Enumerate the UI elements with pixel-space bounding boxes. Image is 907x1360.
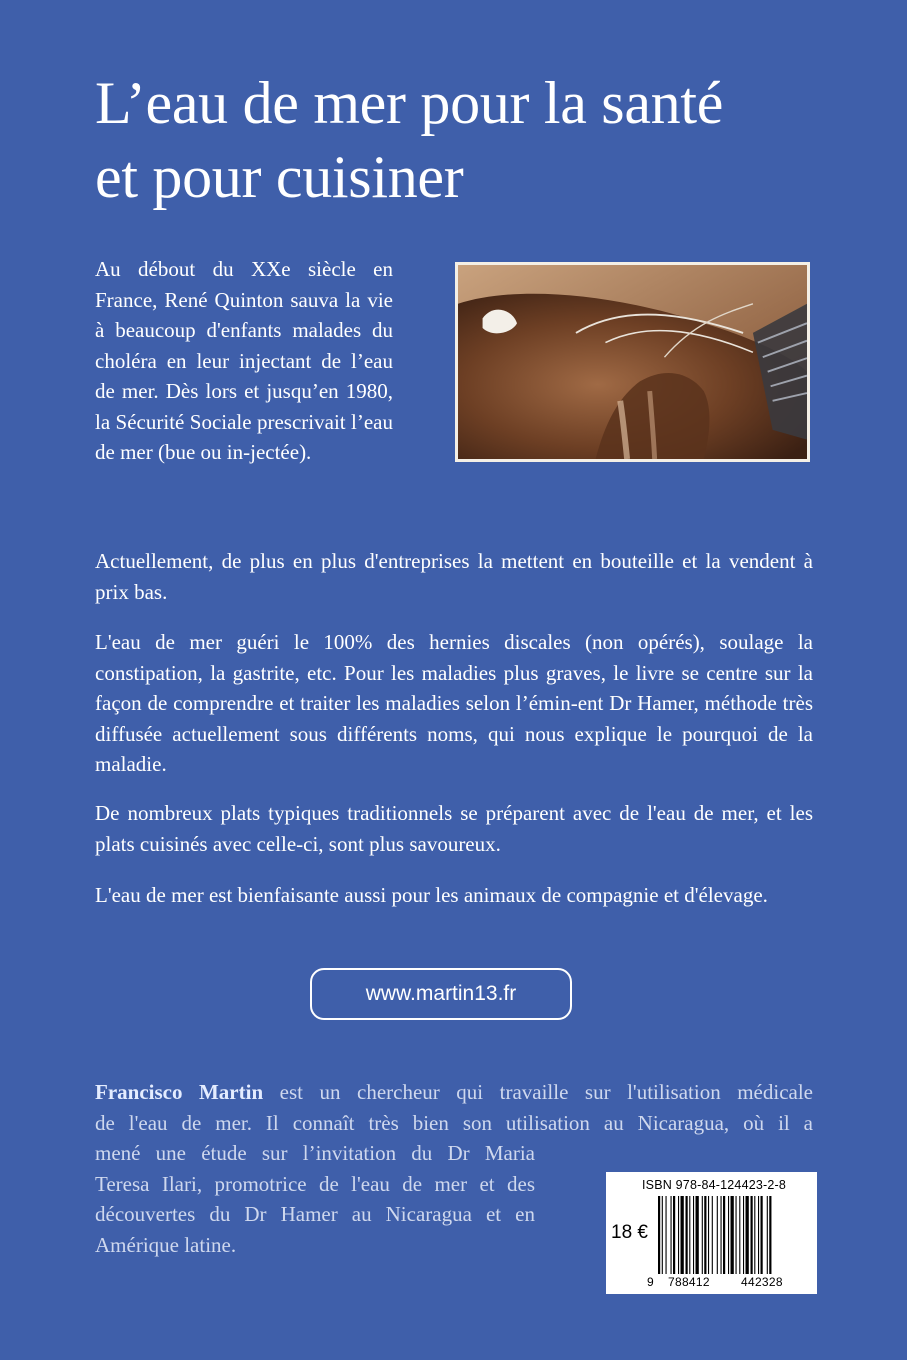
author-bio-line-4: Teresa Ilari, promotrice de l'eau de mer et des	[95, 1171, 535, 1196]
barcode-box	[606, 1172, 817, 1294]
author-bio-line-6: Amérique latine.	[95, 1232, 237, 1257]
barcode-digits-left: 788412	[668, 1275, 710, 1289]
barcode-digits-right: 442328	[741, 1275, 783, 1289]
photo-hand-with-tubes-icon	[458, 265, 807, 459]
intro-paragraph: Au débout du XXe siècle en France, René Quinton sauva la vie à beaucoup d'enfants malades du choléra en leur injectant de l’eau de mer. Dès lors et jusqu’en 1980, la Sécurité Sociale prescrivait l’eau de mer (bue ou in-jectée).	[95, 257, 393, 464]
cover-photo	[455, 262, 810, 462]
paragraph-bottling: Actuellement, de plus en plus d'entreprises la mettent en bouteille et la vendent à prix bas.	[95, 549, 813, 604]
paragraph-animals: L'eau de mer est bienfaisante aussi pour les animaux de compagnie et d'élevage.	[95, 883, 768, 907]
website-link[interactable]: www.martin13.fr	[310, 968, 572, 1020]
book-title	[95, 66, 875, 214]
author-bio-line-1-rest: est un chercheur qui travaille sur l'utilisation médicale	[263, 1080, 814, 1104]
author-bio-line-5: découvertes du Dr Hamer au Nicaragua et en	[95, 1202, 535, 1226]
paragraph-health: L'eau de mer guéri le 100% des hernies discales (non opérés), soulage la constipation, la gastrite, etc. Pour les maladies plus graves, le livre se centre sur la façon de comprendre et traiter les maladies selon l’émin-ent Dr Hamer, méthode très diffusée actuellement sous différents noms, qui nous explique le pourquoi de la maladie.	[95, 630, 813, 776]
title-line-2: et pour cuisiner	[95, 144, 464, 210]
isbn-label: ISBN 978-84-124423-2-8	[642, 1178, 787, 1192]
barcode-icon	[658, 1196, 808, 1274]
price-label: 18 €	[611, 1222, 648, 1243]
author-bio-line-2: de l'eau de mer. Il connaît très bien son utilisation au Nicaragua, où il a	[95, 1110, 813, 1135]
paragraph-cooking: De nombreux plats typiques traditionnels se préparent avec de l'eau de mer, et les plats cuisinés avec celle-ci, sont plus savoureux.	[95, 801, 813, 856]
title-line-1: L’eau de mer pour la santé	[95, 70, 724, 136]
author-bio-line-1	[95, 1077, 813, 1108]
author-name: Francisco Martin	[95, 1080, 264, 1104]
author-bio-line-3: mené une étude sur l’invitation du Dr Maria	[95, 1141, 535, 1165]
barcode-digit-first: 9	[647, 1275, 654, 1289]
